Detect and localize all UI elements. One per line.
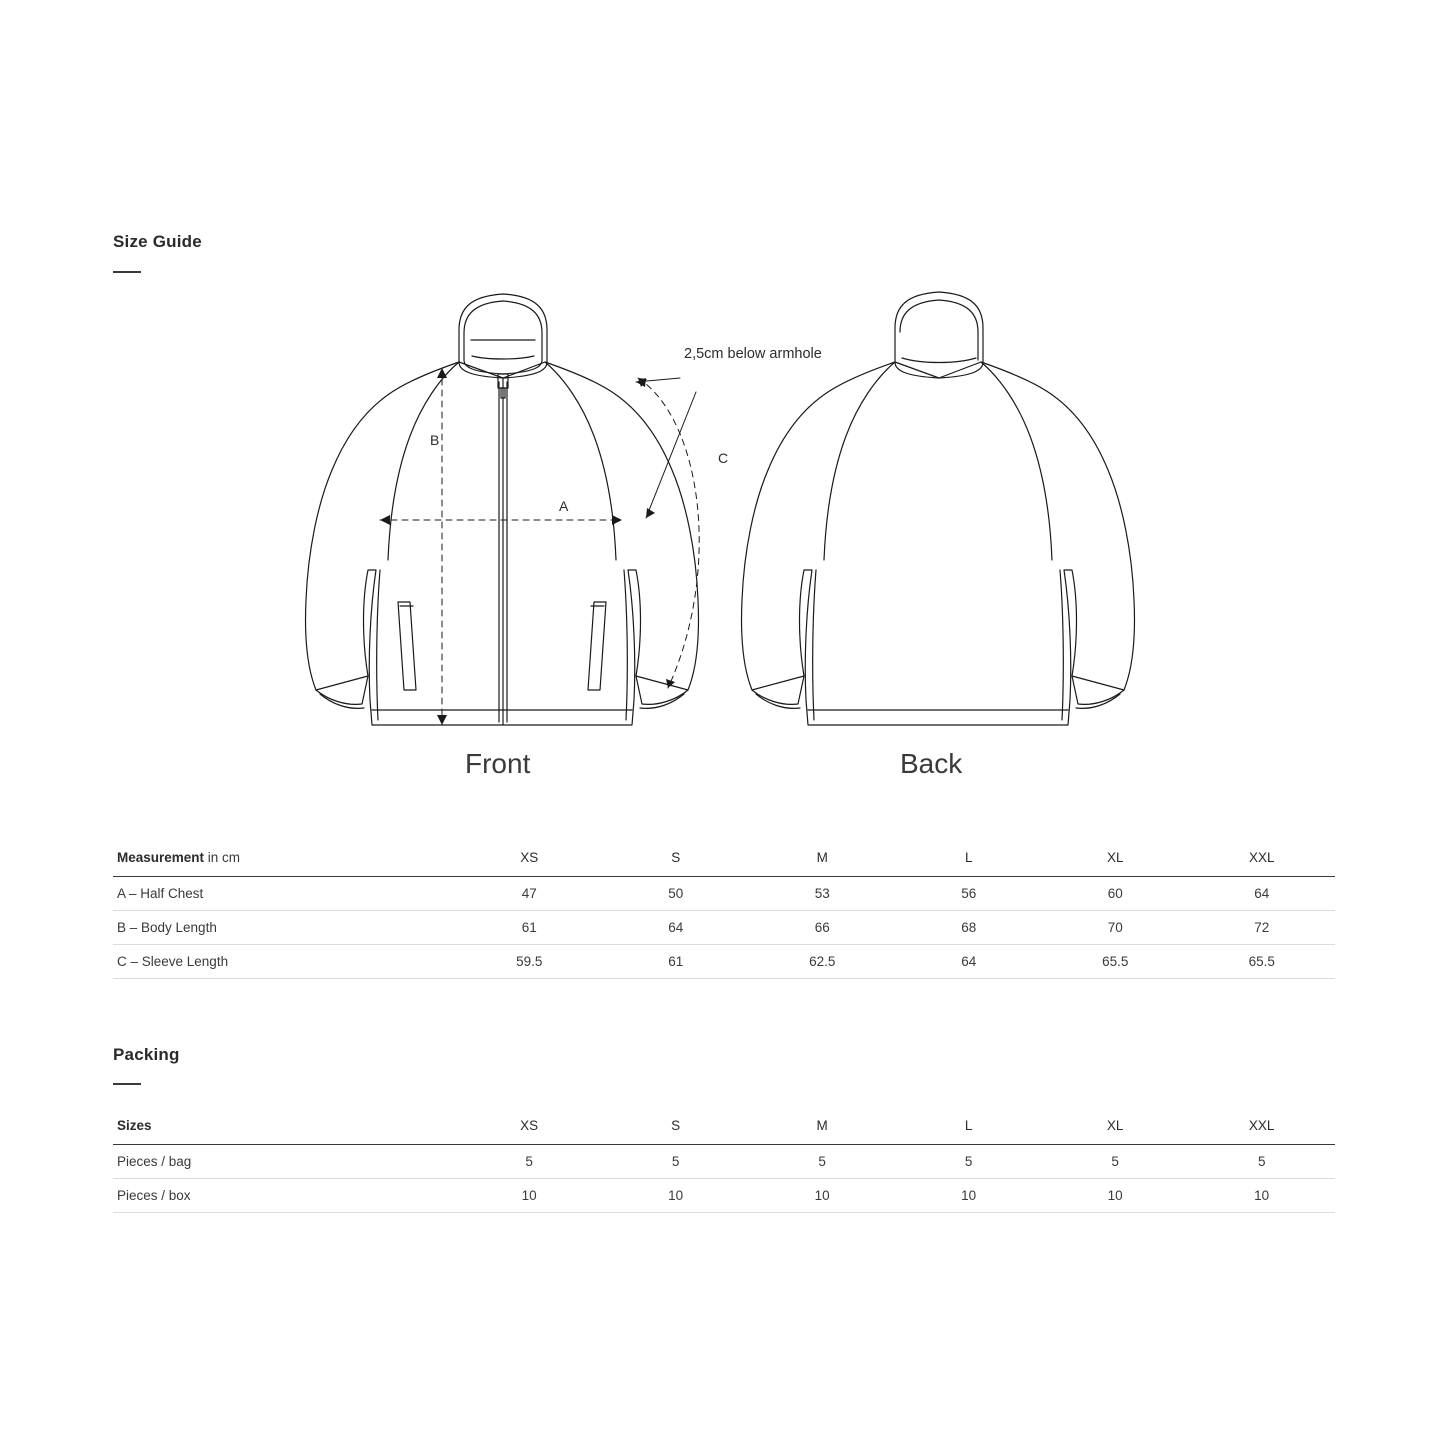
armhole-callout-text: 2,5cm below armhole [684, 346, 822, 362]
dimension-lines [380, 368, 699, 725]
row-label: C – Sleeve Length [113, 945, 456, 979]
measurement-table [113, 838, 1335, 979]
table-row [113, 911, 1335, 945]
heading-rule [113, 1083, 141, 1085]
cell-value: 5 [1042, 1145, 1189, 1179]
size-header-l: L [895, 838, 1041, 877]
cell-value: 10 [895, 1179, 1042, 1213]
front-view-label: Front [465, 748, 531, 779]
cell-value: 64 [1188, 877, 1335, 911]
cell-value: 53 [749, 877, 896, 911]
size-guide-heading: Size Guide [113, 232, 202, 251]
dimension-label-c: C [718, 450, 729, 466]
packing-table [113, 1106, 1335, 1213]
row-label: A – Half Chest [113, 877, 456, 911]
measurement-header-light: in cm [204, 849, 241, 865]
cell-value: 10 [1188, 1179, 1335, 1213]
table-header-row [113, 838, 1335, 877]
table-header-row [113, 1106, 1335, 1145]
table-row [113, 877, 1335, 911]
packing-size-header-m: M [749, 1106, 896, 1145]
measurement-header-cell [113, 838, 456, 877]
cell-value: 50 [603, 877, 749, 911]
cell-value: 65.5 [1042, 945, 1189, 979]
cell-value: 70 [1042, 911, 1189, 945]
cell-value: 5 [749, 1145, 896, 1179]
cell-value: 61 [456, 911, 603, 945]
cell-value: 10 [456, 1179, 603, 1213]
cell-value: 68 [895, 911, 1041, 945]
packing-size-header-xs: XS [456, 1106, 603, 1145]
cell-value: 5 [895, 1145, 1042, 1179]
cell-value: 62.5 [749, 945, 896, 979]
size-header-xs: XS [456, 838, 603, 877]
cell-value: 47 [456, 877, 603, 911]
row-label: Pieces / bag [113, 1145, 456, 1179]
table-row [113, 945, 1335, 979]
sizes-header-cell [113, 1106, 456, 1145]
cell-value: 10 [1042, 1179, 1189, 1213]
packing-heading: Packing [113, 1045, 180, 1064]
cell-value: 56 [895, 877, 1041, 911]
cell-value: 5 [456, 1145, 603, 1179]
cell-value: 10 [602, 1179, 749, 1213]
heading-rule [113, 271, 141, 273]
table-row [113, 1145, 1335, 1179]
packing-size-header-xl: XL [1042, 1106, 1189, 1145]
cell-value: 61 [603, 945, 749, 979]
table-row [113, 1179, 1335, 1213]
size-header-xl: XL [1042, 838, 1189, 877]
dimension-label-b: B [430, 432, 440, 448]
packing-size-header-l: L [895, 1106, 1042, 1145]
cell-value: 65.5 [1188, 945, 1335, 979]
cell-value: 5 [602, 1145, 749, 1179]
cell-value: 72 [1188, 911, 1335, 945]
cell-value: 5 [1188, 1145, 1335, 1179]
row-label: Pieces / box [113, 1179, 456, 1213]
cell-value: 10 [749, 1179, 896, 1213]
cell-value: 64 [895, 945, 1041, 979]
size-header-s: S [603, 838, 749, 877]
measurement-header-strong: Measurement [117, 849, 205, 865]
back-view-label: Back [900, 748, 963, 779]
dimension-label-a: A [559, 498, 569, 514]
cell-value: 64 [603, 911, 749, 945]
row-label: B – Body Length [113, 911, 456, 945]
cell-value: 66 [749, 911, 896, 945]
cell-value: 59.5 [456, 945, 603, 979]
sizes-header-strong: Sizes [117, 1117, 152, 1133]
front-jacket-outline [305, 294, 698, 725]
size-header-xxl: XXL [1188, 838, 1335, 877]
size-header-m: M [749, 838, 896, 877]
cell-value: 60 [1042, 877, 1189, 911]
packing-size-header-s: S [602, 1106, 749, 1145]
packing-size-header-xxl: XXL [1188, 1106, 1335, 1145]
